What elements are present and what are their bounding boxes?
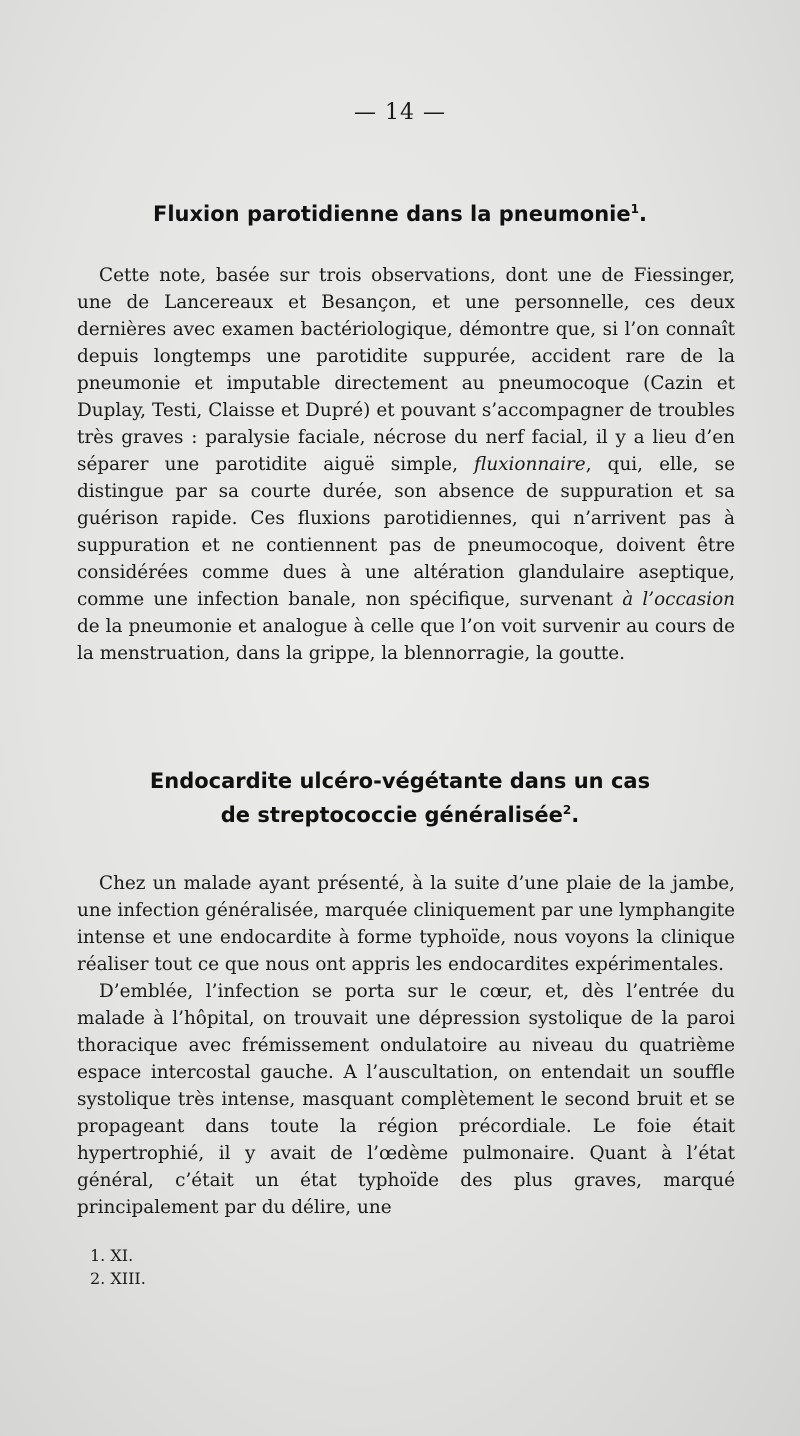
section-body-fluxion [77, 262, 735, 667]
paragraph: Chez un malade ayant présenté, à la suite d’une plaie de la jambe, une infection généralisée, marquée cliniquement par une lymphangite intense et une endocardite à forme typhoïde, nous voyons la clinique réaliser tout ce que nous ont appris les endocardites expérimentales. [77, 873, 735, 975]
section-title: Fluxion parotidienne dans la pneumonie [153, 202, 631, 226]
footnote: 2. XIII. [90, 1269, 146, 1288]
footnote-marker: 1 [630, 202, 639, 216]
paragraph-text: Cette note, basée sur trois observations, dont une de Fiessinger, une de Lancereaux et Besançon, et une personnelle, ces deux dernières avec examen bactériologique, démontre que, si l’on connaît depuis longtemps une parotidite suppurée, accident rare de la pneumonie et imputable directement au pneumocoque (Cazin et Duplay, Testi, Claisse et Dupré) et pouvant s’accompagner de troubles très graves : paralysie faciale, nécrose du nerf facial, il y a lieu d’en séparer une parotidite aiguë simple, [77, 265, 735, 475]
footnotes [90, 1244, 146, 1290]
paragraph [77, 262, 735, 667]
paragraph-text: , qui, elle, se distingue par sa courte durée, son absence de suppuration et sa guérison rapide. Ces fluxions parotidiennes, qui n’arrivent pas à suppuration et ne contiennent pas de pneumocoque, doivent être considérées comme dues à une altération glandulaire aseptique, comme une infection banale, non spécifique, survenant [77, 454, 735, 610]
section-title-line-2: de streptococcie généralisée$^2$. [220, 803, 580, 827]
italic-term: fluxionnaire [474, 454, 586, 475]
section-heading-fluxion: Fluxion parotidienne dans la pneumonie$^1$. [153, 202, 647, 226]
paragraph: D’emblée, l’infection se porta sur le cœur, et, dès l’entrée du malade à l’hôpital, on trouvait une dépression systolique de la paroi thoracique avec frémissement ondulatoire au niveau du quatrième espace intercostal gauche. A l’auscultation, on entendait un souffle systolique très intense, masquant complètement le second bruit et se propageant dans toute la région précordiale. Le foie était hypertrophié, il y avait de l’œdème pulmonaire. Quant à l’état général, c’était un état typhoïde des plus graves, marqué principalement par du délire, une [77, 981, 735, 1218]
section-title-line: de streptococcie généralisée [220, 803, 563, 827]
section-heading-endocardite [60, 764, 740, 832]
italic-term: à l’occasion [622, 589, 735, 610]
footnote: 1. XI. [90, 1246, 134, 1265]
paragraph-text: de la pneumonie et analogue à celle que l’on voit survenir au cours de la menstruation, dans la grippe, la blennorragie, la goutte. [77, 616, 735, 664]
page-number: — 14 — [354, 100, 446, 125]
section-body-endocardite [77, 870, 735, 1221]
section-title-line: Endocardite ulcéro-végétante dans un cas [149, 769, 651, 793]
footnote-marker: 2 [562, 803, 572, 817]
